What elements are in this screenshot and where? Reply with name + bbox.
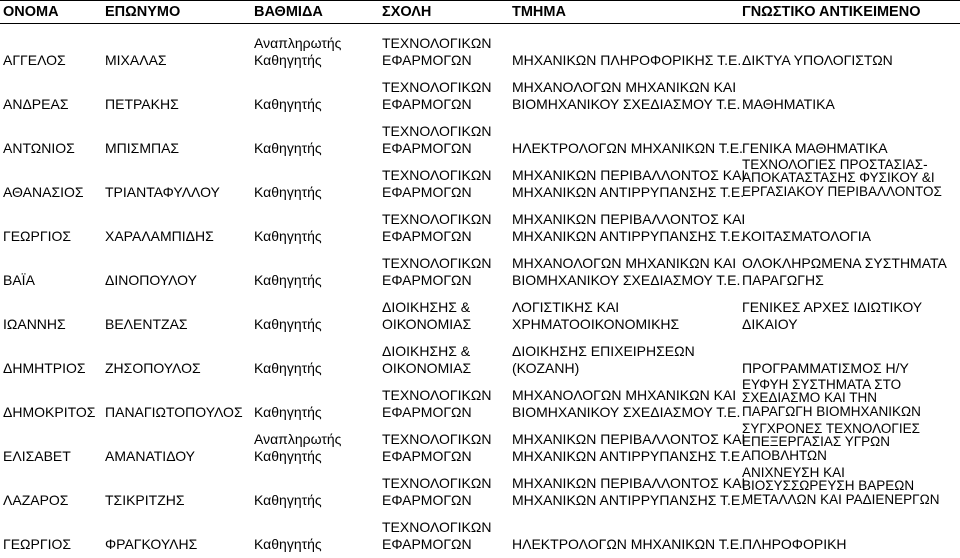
department-cell-line: ΜΗΧΑΝΙΚΩΝ ΠΕΡΙΒΑΛΛΟΝΤΟΣ ΚΑΙ [512, 431, 746, 447]
rank-cell [254, 228, 322, 245]
department-cell-line: ΜΗΧΑΝΙΚΩΝ ΑΝΤΙΡΡΥΠΑΝΣΗΣ Τ.Ε. [512, 491, 745, 508]
table-row [0, 508, 960, 552]
department-cell-line: ΜΗΧΑΝΙΚΩΝ ΠΕΡΙΒΑΛΛΟΝΤΟΣ ΚΑΙ [512, 475, 746, 491]
department-cell-line: ΜΗΧΑΝΟΛΟΓΩΝ ΜΗΧΑΝΙΚΩΝ ΚΑΙ [512, 79, 737, 95]
department-cell [512, 387, 740, 420]
subject-cell [742, 140, 888, 157]
last-name-cell-line: ΖΗΣΟΠΟΥΛΟΣ [105, 359, 201, 376]
first-name-cell-line: ΕΛΙΣΑΒΕΤ [3, 447, 71, 464]
last-name-cell [105, 404, 243, 421]
subject-cell-line: ΕΠΕΞΕΡΓΑΣΙΑΣ ΥΓΡΩΝ [742, 434, 890, 449]
subject-cell [742, 255, 947, 288]
last-name-cell-line: ΠΑΝΑΓΙΩΤΟΠΟΥΛΟΣ [105, 403, 243, 420]
department-cell [512, 299, 679, 332]
first-name-cell-line: ΑΘΑΝΑΣΙΟΣ [3, 183, 84, 200]
department-cell-line: ΒΙΟΜΗΧΑΝΙΚΟΥ ΣΧΕΔΙΑΣΜΟΥ Τ.Ε. [512, 271, 741, 288]
department-cell [512, 140, 743, 157]
last-name-cell-line: ΜΙΧΑΛΑΣ [105, 51, 167, 68]
rank-cell-line: Καθηγητής [254, 535, 322, 552]
department-cell-line: ΜΗΧΑΝΙΚΩΝ ΑΝΤΙΡΡΥΠΑΝΣΗΣ Τ.Ε. [512, 447, 745, 464]
rank-cell-line: Καθηγητής [254, 227, 322, 244]
header-first-name: ΟΝΟΜΑ [3, 4, 59, 20]
rank-cell [254, 35, 341, 68]
last-name-cell [105, 140, 179, 157]
school-cell-line: ΔΙΟΙΚΗΣΗΣ & [382, 299, 471, 315]
first-name-cell [3, 140, 75, 157]
last-name-cell-line: ΠΕΤΡΑΚΗΣ [105, 95, 179, 112]
first-name-cell [3, 492, 68, 509]
school-cell-line: ΟΙΚΟΝΟΜΙΑΣ [382, 315, 472, 332]
first-name-cell [3, 404, 95, 421]
last-name-cell [105, 316, 188, 333]
school-cell-line: ΤΕΧΝΟΛΟΓΙΚΩΝ [382, 167, 492, 183]
last-name-cell-line: ΧΑΡΑΛΑΜΠΙΔΗΣ [105, 227, 214, 244]
subject-cell-line: ΒΙΟΣΥΣΣΩΡΕΥΣΗ ΒΑΡΕΩΝ [742, 478, 915, 493]
first-name-cell-line: ΒΑΪΑ [3, 271, 35, 288]
rank-cell-line: Καθηγητής [254, 271, 322, 288]
subject-cell [742, 299, 922, 332]
subject-cell-line: ΠΑΡΑΓΩΓΗΣ [742, 271, 824, 288]
table-header [0, 0, 960, 24]
first-name-cell-line: ΑΝΔΡΕΑΣ [3, 95, 69, 112]
school-cell-line: ΕΦΑΡΜΟΓΩΝ [382, 403, 472, 420]
rank-cell-line: Καθηγητής [254, 359, 322, 376]
first-name-cell-line: ΙΩΑΝΝΗΣ [3, 315, 66, 332]
rank-cell [254, 431, 341, 464]
table-row [0, 288, 960, 332]
last-name-cell-line: ΑΜΑΝΑΤΙΔΟΥ [105, 447, 196, 464]
table-row [0, 376, 960, 420]
subject-cell-line: ΕΥΦΥΗ ΣΥΣΤΗΜΑΤΑ ΣΤΟ [742, 376, 902, 392]
subject-cell [742, 228, 871, 245]
first-name-cell [3, 184, 84, 201]
department-cell-line: ΛΟΓΙΣΤΙΚΗΣ ΚΑΙ [512, 299, 620, 315]
rank-cell [254, 272, 322, 289]
subject-cell-line: ΟΛΟΚΛΗΡΩΜΕΝΑ ΣΥΣΤΗΜΑΤΑ [742, 255, 947, 271]
department-cell-line: ΜΗΧΑΝΟΛΟΓΩΝ ΜΗΧΑΝΙΚΩΝ ΚΑΙ [512, 255, 737, 271]
department-cell [512, 536, 743, 553]
last-name-cell [105, 448, 195, 465]
table-row [0, 464, 960, 508]
school-cell [382, 299, 471, 332]
school-cell [382, 35, 491, 68]
subject-cell-line: ΚΟΙΤΑΣΜΑΤΟΛΟΓΙΑ [742, 227, 871, 244]
department-cell-line: ΜΗΧΑΝΙΚΩΝ ΑΝΤΙΡΡΥΠΑΝΣΗΣ Τ.Ε. [512, 227, 745, 244]
rank-cell [254, 184, 322, 201]
school-cell-line: ΕΦΑΡΜΟΓΩΝ [382, 183, 472, 200]
header-subject: ΓΝΩΣΤΙΚΟ ΑΝΤΙΚΕΙΜΕΝΟ [742, 4, 921, 20]
header-school: ΣΧΟΛΗ [382, 4, 432, 20]
school-cell [382, 211, 491, 244]
subject-cell-line: ΠΛΗΡΟΦΟΡΙΚΗ [742, 535, 847, 552]
department-cell [512, 475, 745, 508]
table-row [0, 332, 960, 376]
last-name-cell-line: ΤΣΙΚΡΙΤΖΗΣ [105, 491, 185, 508]
department-cell [512, 52, 741, 69]
school-cell-line: ΕΦΑΡΜΟΓΩΝ [382, 139, 472, 156]
first-name-cell [3, 228, 71, 245]
rank-cell-line: Καθηγητής [254, 447, 322, 464]
department-cell [512, 431, 745, 464]
first-name-cell [3, 96, 68, 113]
table-row [0, 156, 960, 200]
first-name-cell [3, 52, 66, 69]
last-name-cell-line: ΔΙΝΟΠΟΥΛΟΥ [105, 271, 197, 288]
subject-cell [742, 158, 942, 199]
first-name-cell [3, 536, 71, 553]
school-cell-line: ΤΕΧΝΟΛΟΓΙΚΩΝ [382, 79, 492, 95]
subject-cell-line: ΣΧΕΔΙΑΣΜΟ ΚΑΙ ΤΗΝ [742, 390, 877, 405]
school-cell [382, 123, 491, 156]
school-cell-line: ΤΕΧΝΟΛΟΓΙΚΩΝ [382, 519, 492, 535]
rank-cell-line: Αναπληρωτής [254, 431, 342, 447]
last-name-cell [105, 228, 214, 245]
department-cell [512, 79, 740, 112]
last-name-cell [105, 184, 220, 201]
school-cell [382, 519, 491, 552]
school-cell-line: ΤΕΧΝΟΛΟΓΙΚΩΝ [382, 123, 492, 139]
rank-cell [254, 536, 322, 553]
school-cell-line: ΔΙΟΙΚΗΣΗΣ & [382, 343, 471, 359]
subject-cell-line: ΤΕΧΝΟΛΟΓΙΕΣ ΠΡΟΣΤΑΣΙΑΣ- [742, 156, 928, 172]
subject-cell-line: ΔΙΚΑΙΟΥ [742, 315, 798, 332]
subject-cell-line: ΑΝΙΧΝΕΥΣΗ ΚΑΙ [742, 464, 845, 480]
first-name-cell-line: ΓΕΩΡΓΙΟΣ [3, 227, 71, 244]
table-row [0, 420, 960, 464]
department-cell [512, 167, 745, 200]
first-name-cell-line: ΓΕΩΡΓΙΟΣ [3, 535, 71, 552]
rank-cell [254, 316, 322, 333]
last-name-cell-line: ΤΡΙΑΝΤΑΦΥΛΛΟΥ [105, 183, 220, 200]
department-cell-line: ΜΗΧΑΝΙΚΩΝ ΠΛΗΡΟΦΟΡΙΚΗΣ Τ.Ε. [512, 51, 742, 68]
school-cell-line: ΤΕΧΝΟΛΟΓΙΚΩΝ [382, 387, 492, 403]
last-name-cell [105, 272, 197, 289]
last-name-cell [105, 536, 197, 553]
rank-cell-line: Καθηγητής [254, 491, 322, 508]
department-cell-line: ΔΙΟΙΚΗΣΗΣ ΕΠΙΧΕΙΡΗΣΕΩΝ [512, 343, 695, 359]
subject-cell-line: ΠΑΡΑΓΩΓΗ ΒΙΟΜΗΧΑΝΙΚΩΝ [742, 403, 921, 419]
school-cell-line: ΕΦΑΡΜΟΓΩΝ [382, 227, 472, 244]
last-name-cell [105, 360, 201, 377]
subject-cell [742, 360, 909, 377]
rank-cell [254, 360, 322, 377]
subject-cell-line: ΕΡΓΑΣΙΑΚΟΥ ΠΕΡΙΒΑΛΛΟΝΤΟΣ [742, 183, 942, 199]
last-name-cell-line: ΜΠΙΣΜΠΑΣ [105, 139, 180, 156]
school-cell [382, 79, 491, 112]
last-name-cell [105, 52, 167, 69]
department-cell-line: ΗΛΕΚΤΡΟΛΟΓΩΝ ΜΗΧΑΝΙΚΩΝ Τ.Ε. [512, 535, 743, 552]
first-name-cell [3, 272, 35, 289]
first-name-cell-line: ΑΝΤΩΝΙΟΣ [3, 139, 75, 156]
subject-cell-line: ΓΕΝΙΚΕΣ ΑΡΧΕΣ ΙΔΙΩΤΙΚΟΥ [742, 299, 923, 315]
department-cell-line: ΜΗΧΑΝΙΚΩΝ ΠΕΡΙΒΑΛΛΟΝΤΟΣ ΚΑΙ [512, 211, 746, 227]
school-cell [382, 387, 491, 420]
rank-cell-line: Καθηγητής [254, 403, 322, 420]
rank-cell-line: Καθηγητής [254, 139, 322, 156]
school-cell [382, 167, 491, 200]
first-name-cell-line: ΔΗΜΟΚΡΙΤΟΣ [3, 403, 96, 420]
last-name-cell [105, 492, 185, 509]
first-name-cell [3, 360, 86, 377]
school-cell-line: ΤΕΧΝΟΛΟΓΙΚΩΝ [382, 35, 492, 51]
subject-cell [742, 96, 835, 113]
department-cell-line: ΜΗΧΑΝΟΛΟΓΩΝ ΜΗΧΑΝΙΚΩΝ ΚΑΙ [512, 387, 737, 403]
rank-cell-line: Καθηγητής [254, 51, 322, 68]
subject-cell-line: ΣΥΓΧΡΟΝΕΣ ΤΕΧΝΟΛΟΓΙΕΣ [742, 420, 920, 436]
subject-cell [742, 378, 921, 419]
last-name-cell-line: ΦΡΑΓΚΟΥΛΗΣ [105, 535, 198, 552]
table-row [0, 68, 960, 112]
first-name-cell-line: ΑΓΓΕΛΟΣ [3, 51, 66, 68]
subject-cell-line: ΓΕΝΙΚΑ ΜΑΘΗΜΑΤΙΚΑ [742, 139, 888, 156]
rank-cell-line: Καθηγητής [254, 315, 322, 332]
first-name-cell [3, 448, 71, 465]
subject-cell-line: ΜΑΘΗΜΑΤΙΚΑ [742, 95, 835, 112]
subject-cell [742, 52, 893, 69]
school-cell [382, 255, 491, 288]
school-cell-line: ΤΕΧΝΟΛΟΓΙΚΩΝ [382, 255, 492, 271]
rank-cell [254, 140, 322, 157]
subject-cell [742, 422, 920, 463]
table-row [0, 24, 960, 68]
school-cell [382, 431, 491, 464]
table-row [0, 112, 960, 156]
first-name-cell-line: ΛΑΖΑΡΟΣ [3, 491, 69, 508]
department-cell-line: ΧΡΗΜΑΤΟΟΙΚΟΝΟΜΙΚΗΣ [512, 315, 680, 332]
rank-cell [254, 492, 322, 509]
school-cell-line: ΕΦΑΡΜΟΓΩΝ [382, 95, 472, 112]
department-cell [512, 211, 745, 244]
first-name-cell [3, 316, 66, 333]
subject-cell-line: ΜΕΤΑΛΛΩΝ ΚΑΙ ΡΑΔΙΕΝΕΡΓΩΝ [742, 491, 940, 507]
school-cell-line: ΤΕΧΝΟΛΟΓΙΚΩΝ [382, 475, 492, 491]
department-cell-line: (ΚΟΖΑΝΗ) [512, 359, 580, 376]
rank-cell-line: Καθηγητής [254, 183, 322, 200]
school-cell [382, 343, 471, 376]
school-cell [382, 475, 491, 508]
subject-cell [742, 536, 847, 553]
school-cell-line: ΕΦΑΡΜΟΓΩΝ [382, 491, 472, 508]
header-last-name: ΕΠΩΝΥΜΟ [105, 4, 181, 20]
department-cell [512, 343, 695, 376]
department-cell-line: ΜΗΧΑΝΙΚΩΝ ΠΕΡΙΒΑΛΛΟΝΤΟΣ ΚΑΙ [512, 167, 746, 183]
department-cell-line: ΒΙΟΜΗΧΑΝΙΚΟΥ ΣΧΕΔΙΑΣΜΟΥ Τ.Ε. [512, 403, 741, 420]
last-name-cell-line: ΒΕΛΕΝΤΖΑΣ [105, 315, 188, 332]
rank-cell-line: Καθηγητής [254, 95, 322, 112]
department-cell [512, 255, 740, 288]
subject-cell-line: ΑΠΟΒΛΗΤΩΝ [742, 447, 827, 463]
rank-cell-line: Αναπληρωτής [254, 35, 342, 51]
table-row [0, 200, 960, 244]
subject-cell-line: ΔΙΚΤΥΑ ΥΠΟΛΟΓΙΣΤΩΝ [742, 51, 893, 68]
rank-cell [254, 404, 322, 421]
school-cell-line: ΕΦΑΡΜΟΓΩΝ [382, 447, 472, 464]
school-cell-line: ΕΦΑΡΜΟΓΩΝ [382, 51, 472, 68]
department-cell-line: ΒΙΟΜΗΧΑΝΙΚΟΥ ΣΧΕΔΙΑΣΜΟΥ Τ.Ε. [512, 95, 741, 112]
subject-cell-line: ΑΠΟΚΑΤΑΣΤΑΣΗΣ ΦΥΣΙΚΟΥ &Ι [742, 170, 935, 185]
school-cell-line: ΤΕΧΝΟΛΟΓΙΚΩΝ [382, 431, 492, 447]
last-name-cell [105, 96, 179, 113]
school-cell-line: ΕΦΑΡΜΟΓΩΝ [382, 271, 472, 288]
header-department: ΤΜΗΜΑ [512, 4, 566, 20]
rank-cell [254, 96, 322, 113]
department-cell-line: ΜΗΧΑΝΙΚΩΝ ΑΝΤΙΡΡΥΠΑΝΣΗΣ Τ.Ε. [512, 183, 745, 200]
subject-cell-line: ΠΡΟΓΡΑΜΜΑΤΙΣΜΟΣ Η/Υ [742, 359, 909, 376]
school-cell-line: ΤΕΧΝΟΛΟΓΙΚΩΝ [382, 211, 492, 227]
department-cell-line: ΗΛΕΚΤΡΟΛΟΓΩΝ ΜΗΧΑΝΙΚΩΝ Τ.Ε. [512, 139, 743, 156]
subject-cell [742, 466, 939, 507]
school-cell-line: ΕΦΑΡΜΟΓΩΝ [382, 535, 472, 552]
header-rank: ΒΑΘΜΙΔΑ [254, 4, 323, 20]
table-row [0, 244, 960, 288]
first-name-cell-line: ΔΗΜΗΤΡΙΟΣ [3, 359, 86, 376]
school-cell-line: ΟΙΚΟΝΟΜΙΑΣ [382, 359, 472, 376]
